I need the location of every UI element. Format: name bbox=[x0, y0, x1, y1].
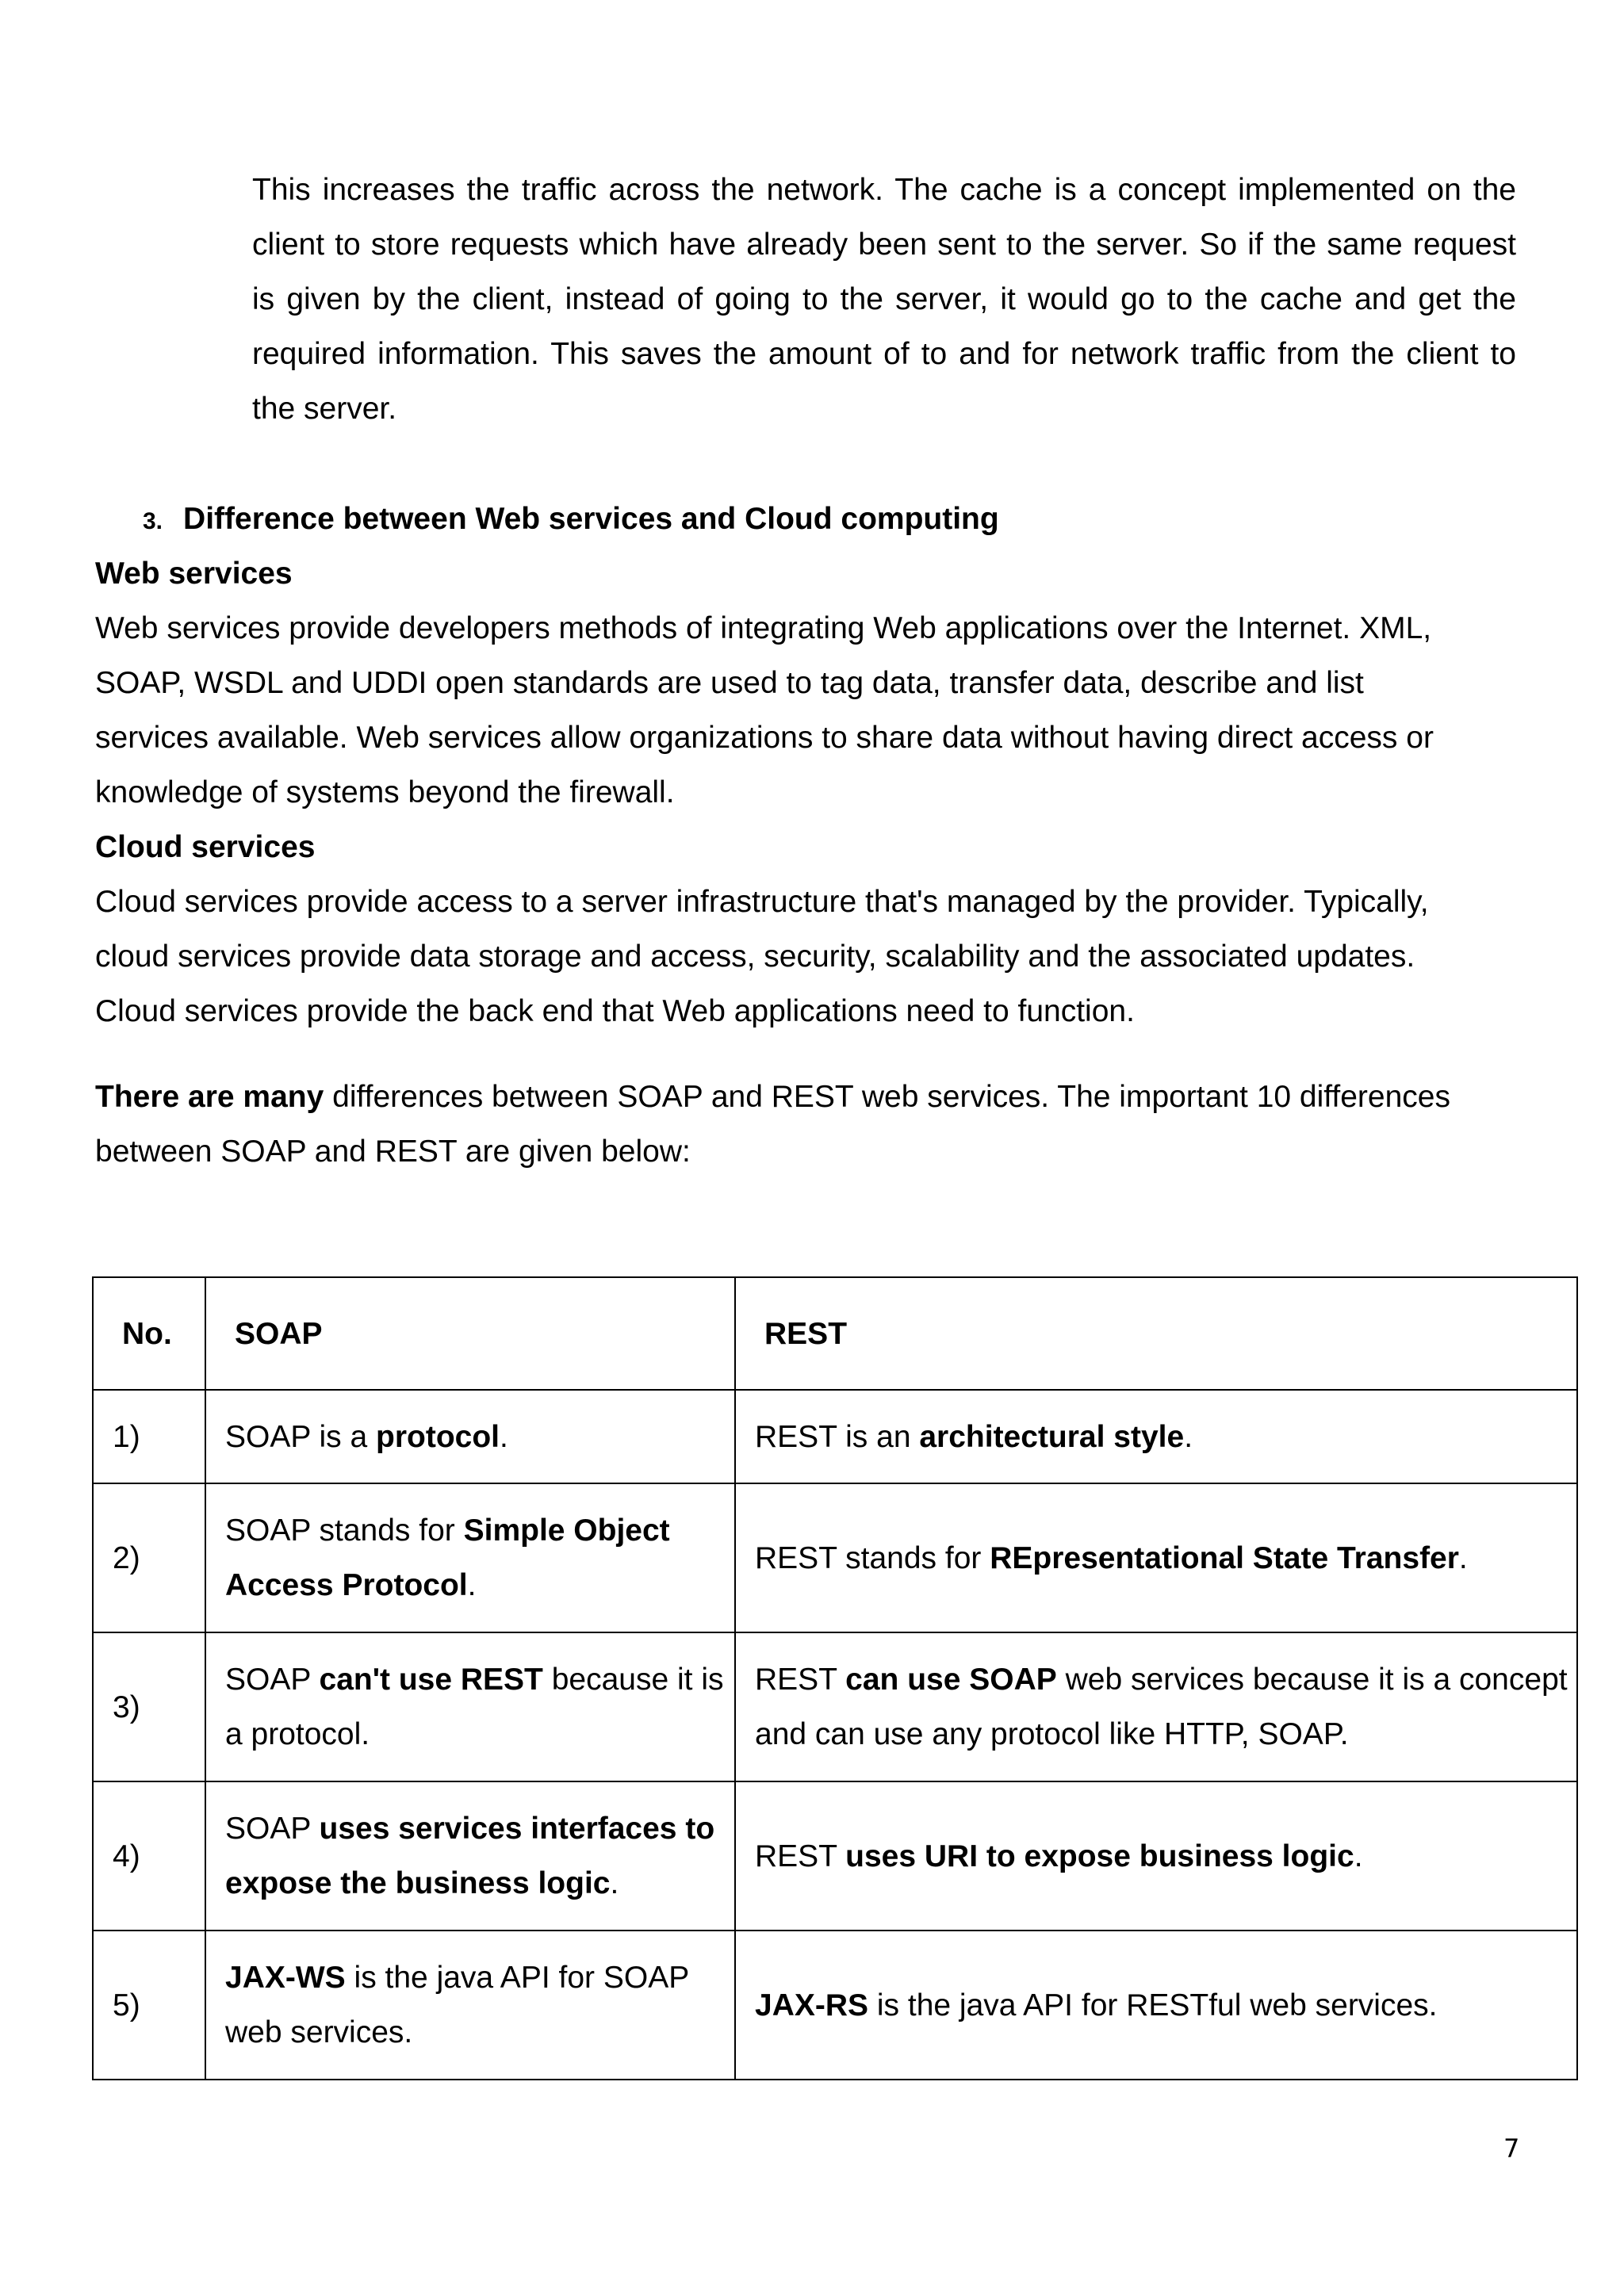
cell-text: SOAP is a bbox=[225, 1419, 377, 1454]
header-no: No. bbox=[93, 1277, 205, 1390]
differences-intro-line bbox=[95, 1070, 1507, 1124]
cell-text: REST bbox=[755, 1663, 846, 1697]
section-number: 3. bbox=[143, 508, 163, 534]
web-services-line: services available. Web services allow organizations to share data without having direct access or bbox=[95, 721, 1434, 755]
rest-cell bbox=[735, 1931, 1577, 2080]
cell-bold-text: can use SOAP bbox=[845, 1663, 1057, 1697]
cell-text: REST is an bbox=[755, 1419, 920, 1454]
section-title: Difference between Web services and Cloud computing bbox=[183, 502, 999, 536]
table-row bbox=[93, 1931, 1577, 2080]
rest-cell bbox=[735, 1632, 1577, 1781]
soap-cell bbox=[205, 1931, 735, 2080]
table-row bbox=[93, 1483, 1577, 1632]
section-heading bbox=[143, 492, 999, 549]
web-services-line: Web services provide developers methods of integrating Web applications over the Internet. XML, bbox=[95, 611, 1432, 645]
table-row bbox=[93, 1632, 1577, 1781]
table-row bbox=[93, 1781, 1577, 1931]
row-number: 3) bbox=[93, 1632, 205, 1781]
cloud-services-line: Cloud services provide the back end that Web applications need to function. bbox=[95, 994, 1135, 1028]
soap-cell bbox=[205, 1483, 735, 1632]
cell-text: is the java API for SOAP web services. bbox=[225, 1961, 689, 2049]
cell-text: . bbox=[1458, 1540, 1468, 1575]
differences-intro-line-2: between SOAP and REST are given below: bbox=[95, 1135, 691, 1169]
cell-text: is the java API for RESTful web services. bbox=[868, 1988, 1438, 2022]
cloud-services-line: cloud services provide data storage and access, security, scalability and the associated updates. bbox=[95, 939, 1415, 974]
web-services-heading: Web services bbox=[95, 557, 293, 591]
differences-intro bbox=[95, 1070, 1507, 1179]
cell-text: . bbox=[1354, 1839, 1363, 1873]
cloud-services-line: Cloud services provide access to a server infrastructure that's managed by the provider. Typically, bbox=[95, 885, 1429, 919]
differences-intro-text: differences between SOAP and REST web services. The important 10 differences bbox=[324, 1080, 1450, 1114]
cell-bold-text: protocol bbox=[376, 1419, 500, 1454]
cell-bold-text: can't use REST bbox=[319, 1663, 543, 1697]
cell-text: . bbox=[610, 1866, 619, 1900]
header-soap: SOAP bbox=[205, 1277, 735, 1390]
soap-rest-table bbox=[92, 1276, 1578, 2080]
rest-cell bbox=[735, 1781, 1577, 1931]
cell-bold-text: Simple Object Access Protocol bbox=[225, 1513, 670, 1602]
row-number: 1) bbox=[93, 1390, 205, 1483]
cell-bold-text: architectural style bbox=[919, 1419, 1185, 1454]
row-number: 4) bbox=[93, 1781, 205, 1931]
cell-bold-text: uses URI to expose business logic bbox=[845, 1839, 1354, 1873]
web-services-block bbox=[95, 546, 1507, 1039]
soap-cell bbox=[205, 1781, 735, 1931]
cell-text: REST stands for bbox=[755, 1540, 990, 1575]
soap-cell bbox=[205, 1632, 735, 1781]
cell-text: . bbox=[467, 1568, 477, 1602]
web-services-line: SOAP, WSDL and UDDI open standards are used to tag data, transfer data, describe and list bbox=[95, 666, 1364, 700]
cell-bold-text: uses services interfaces to expose the business logic bbox=[225, 1812, 715, 1900]
rest-cell bbox=[735, 1483, 1577, 1632]
soap-cell bbox=[205, 1390, 735, 1483]
page-number: 7 bbox=[1503, 2133, 1520, 2164]
row-number: 5) bbox=[93, 1931, 205, 2080]
cell-bold-text: JAX-WS bbox=[225, 1961, 346, 1995]
cell-text: SOAP stands for bbox=[225, 1513, 464, 1548]
web-services-line: knowledge of systems beyond the firewall. bbox=[95, 775, 675, 809]
cell-text: web services because it is a concept and can use any protocol like HTTP, SOAP. bbox=[755, 1663, 1568, 1751]
table-header-row bbox=[93, 1277, 1577, 1390]
row-number: 2) bbox=[93, 1483, 205, 1632]
header-rest: REST bbox=[735, 1277, 1577, 1390]
differences-intro-bold: There are many bbox=[95, 1080, 324, 1114]
rest-cell bbox=[735, 1390, 1577, 1483]
table-row bbox=[93, 1390, 1577, 1483]
cell-bold-text: JAX-RS bbox=[755, 1988, 869, 2022]
cell-text: SOAP bbox=[225, 1663, 320, 1697]
cell-text: because it is a protocol. bbox=[225, 1663, 724, 1751]
intro-paragraph: This increases the traffic across the network. The cache is a concept implemented on the client to store requests which have already been sent to the server. So if the same request is given by the client, instead of going to the server, it would go to the cache and get the required information. This saves the amount of to and for network traffic from the client to the server. bbox=[252, 173, 1516, 426]
cell-bold-text: REpresentational State Transfer bbox=[990, 1540, 1459, 1575]
cell-text: . bbox=[500, 1419, 508, 1454]
cloud-services-heading: Cloud services bbox=[95, 830, 316, 864]
cell-text: SOAP bbox=[225, 1812, 320, 1846]
cell-text: . bbox=[1184, 1419, 1193, 1454]
cell-text: REST bbox=[755, 1839, 846, 1873]
